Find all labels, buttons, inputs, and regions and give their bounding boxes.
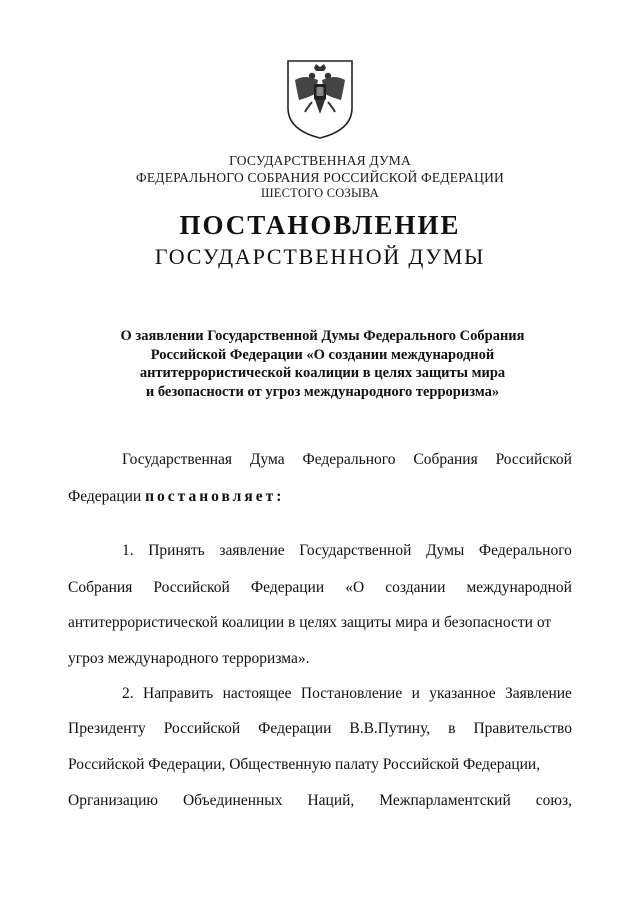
word: Собрания — [413, 451, 478, 468]
word: указанное — [429, 685, 496, 702]
header-assembly: ФЕДЕРАЛЬНОГО СОБРАНИЯ РОССИЙСКОЙ ФЕДЕРАЦИИ — [136, 170, 504, 185]
word: В.В.Путину, — [349, 720, 431, 737]
document-type: ПОСТАНОВЛЕНИЕ — [179, 210, 461, 240]
item1-line — [68, 579, 572, 597]
word: Федерального — [302, 451, 396, 468]
word: заявление — [219, 542, 285, 559]
word: Российской — [153, 579, 230, 596]
word: «О — [345, 579, 365, 596]
word: Думы — [425, 542, 465, 559]
subject-line: Российской Федерации «О создании международной — [150, 346, 495, 363]
item2-line — [68, 720, 572, 738]
item2-line: Российской Федерации, Общественную палату Российской Федерации, — [68, 756, 541, 773]
resolves-verb: постановляет: — [145, 488, 285, 505]
item1-line: угроз международного терроризма». — [68, 650, 310, 667]
coat-of-arms-emblem — [285, 58, 355, 140]
item2-line — [68, 792, 572, 810]
word: Принять — [148, 542, 205, 559]
word: союз, — [535, 792, 572, 809]
word: Государственная — [122, 451, 233, 468]
word: Федерации — [68, 488, 142, 505]
word: Российской — [495, 451, 572, 468]
document-subject — [100, 327, 545, 401]
preamble-line — [68, 488, 284, 506]
header-convocation: ШЕСТОГО СОЗЫВА — [260, 186, 380, 200]
document-issuer: ГОСУДАРСТВЕННОЙ ДУМЫ — [154, 244, 486, 269]
item2-line — [122, 685, 572, 703]
preamble-line — [122, 451, 572, 469]
word: Постановление — [300, 685, 403, 702]
word: Собрания — [68, 579, 133, 596]
subject-line: антитеррористической коалиции в целях защиты мира — [139, 365, 506, 381]
item1-line: антитеррористической коалиции в целях защиты мира и безопасности от — [68, 614, 552, 631]
word: в — [448, 720, 456, 737]
word: Государственной — [299, 542, 412, 559]
word: Федерального — [478, 542, 572, 559]
word: и — [411, 685, 420, 702]
word: 1. — [122, 542, 134, 559]
word: Объединенных — [182, 792, 283, 809]
word: Направить — [143, 685, 214, 702]
word: международной — [466, 579, 572, 596]
word: Федерации — [250, 579, 325, 596]
word: Организацию — [68, 792, 158, 809]
word: 2. — [122, 685, 134, 702]
double-headed-eagle-icon — [285, 58, 355, 140]
word: Межпарламентский — [379, 792, 511, 809]
item1-line — [122, 542, 572, 560]
word: Дума — [249, 451, 285, 468]
word: настоящее — [222, 685, 292, 702]
subject-line: и безопасности от угроз международного терроризма» — [145, 383, 500, 400]
word: Заявление — [504, 685, 572, 702]
word: Федерации — [258, 720, 332, 737]
word: Российской — [163, 720, 241, 737]
word: Наций, — [307, 792, 355, 809]
word: Правительство — [473, 720, 572, 737]
word: создании — [385, 579, 446, 596]
subject-line: О заявлении Государственной Думы Федерального Собрания — [120, 328, 525, 344]
header-institution: ГОСУДАРСТВЕННАЯ ДУМА — [229, 153, 411, 168]
word: Президенту — [68, 720, 146, 737]
